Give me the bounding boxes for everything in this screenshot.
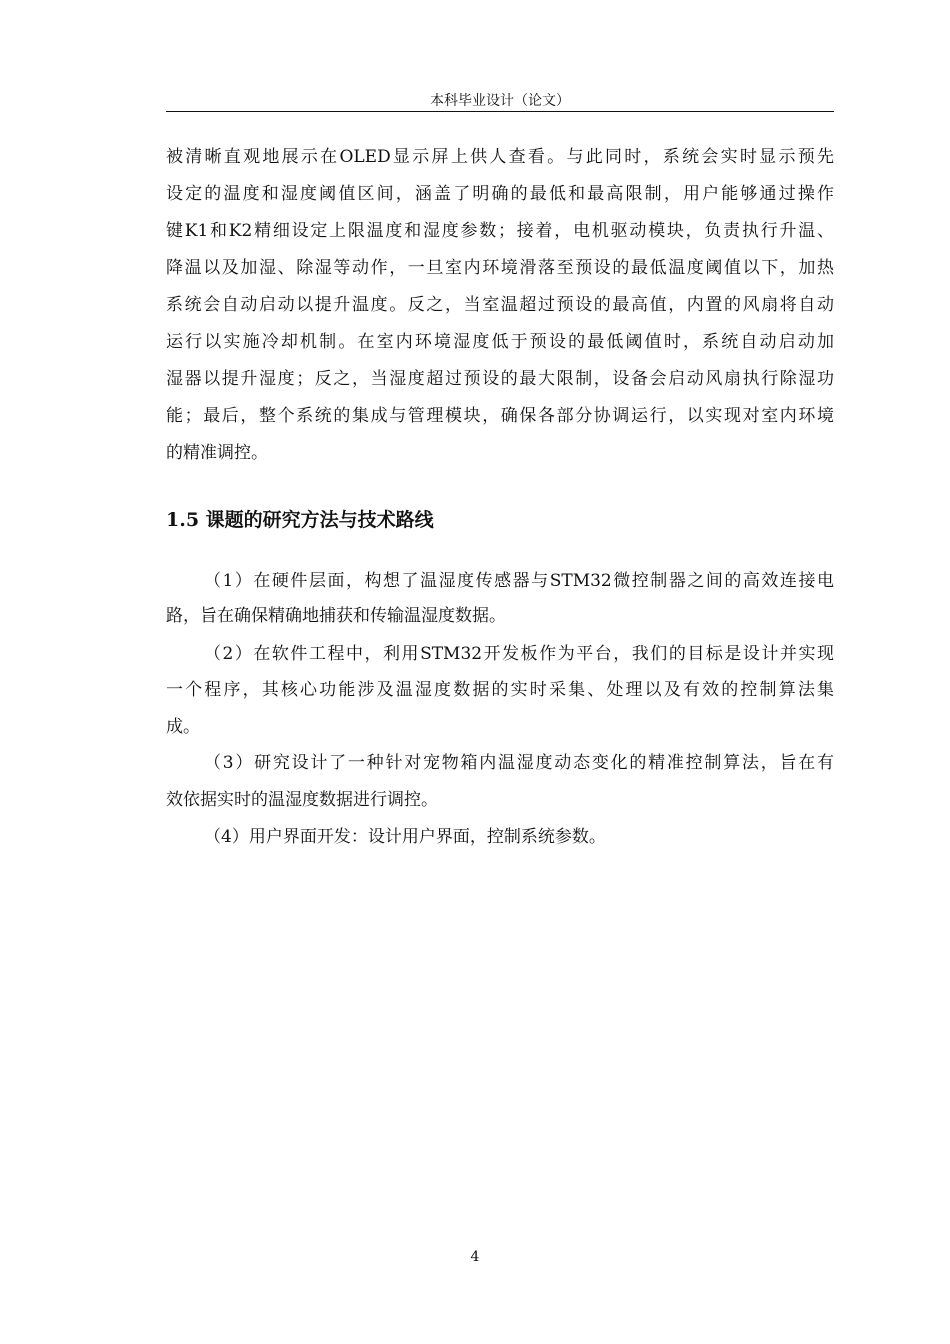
- paragraph-line: 被清晰直观地展示在OLED显示屏上供人查看。与此同时，系统会实时显示预先: [166, 147, 834, 167]
- paragraph-line: 设定的温度和湿度阈值区间，涵盖了明确的最低和最高限制，用户能够通过操作: [166, 184, 834, 204]
- paragraph-line: 运行以实施冷却机制。在室内环境湿度低于预设的最低阈值时，系统自动启动加: [166, 332, 834, 352]
- list-item-line: （2）在软件工程中，利用STM32开发板作为平台，我们的目标是设计并实现: [204, 644, 834, 664]
- section-heading: 1.5 课题的研究方法与技术路线: [166, 509, 434, 531]
- paragraph-line: 降温以及加湿、除湿等动作，一旦室内环境滑落至预设的最低温度阈值以下，加热: [166, 258, 834, 278]
- list-item-line: 成。: [166, 717, 200, 737]
- list-item-line: （4）用户界面开发：设计用户界面，控制系统参数。: [204, 827, 606, 847]
- page-number: 4: [470, 1249, 480, 1265]
- page-header: 本科毕业设计（论文）: [430, 93, 570, 109]
- list-item-line: 一个程序，其核心功能涉及温湿度数据的实时采集、处理以及有效的控制算法集: [166, 680, 834, 700]
- list-item-line: （1）在硬件层面，构想了温湿度传感器与STM32微控制器之间的高效连接电: [204, 571, 834, 591]
- header-rule: [166, 111, 834, 112]
- paragraph-line: 系统会自动启动以提升温度。反之，当室温超过预设的最高值，内置的风扇将自动: [166, 295, 834, 315]
- list-item-line: 路，旨在确保精确地捕获和传输温湿度数据。: [166, 606, 506, 626]
- paragraph-line: 能；最后，整个系统的集成与管理模块，确保各部分协调运行，以实现对室内环境: [166, 406, 834, 426]
- paragraph-line: 的精准调控。: [166, 443, 268, 463]
- paragraph-line: 湿器以提升湿度；反之，当湿度超过预设的最大限制，设备会启动风扇执行除湿功: [166, 369, 834, 389]
- list-item-line: 效依据实时的温湿度数据进行调控。: [166, 790, 438, 810]
- list-item-line: （3）研究设计了一种针对宠物箱内温湿度动态变化的精准控制算法，旨在有: [204, 753, 834, 773]
- paragraph-line: 键K1和K2精细设定上限温度和湿度参数；接着，电机驱动模块，负责执行升温、: [166, 221, 834, 241]
